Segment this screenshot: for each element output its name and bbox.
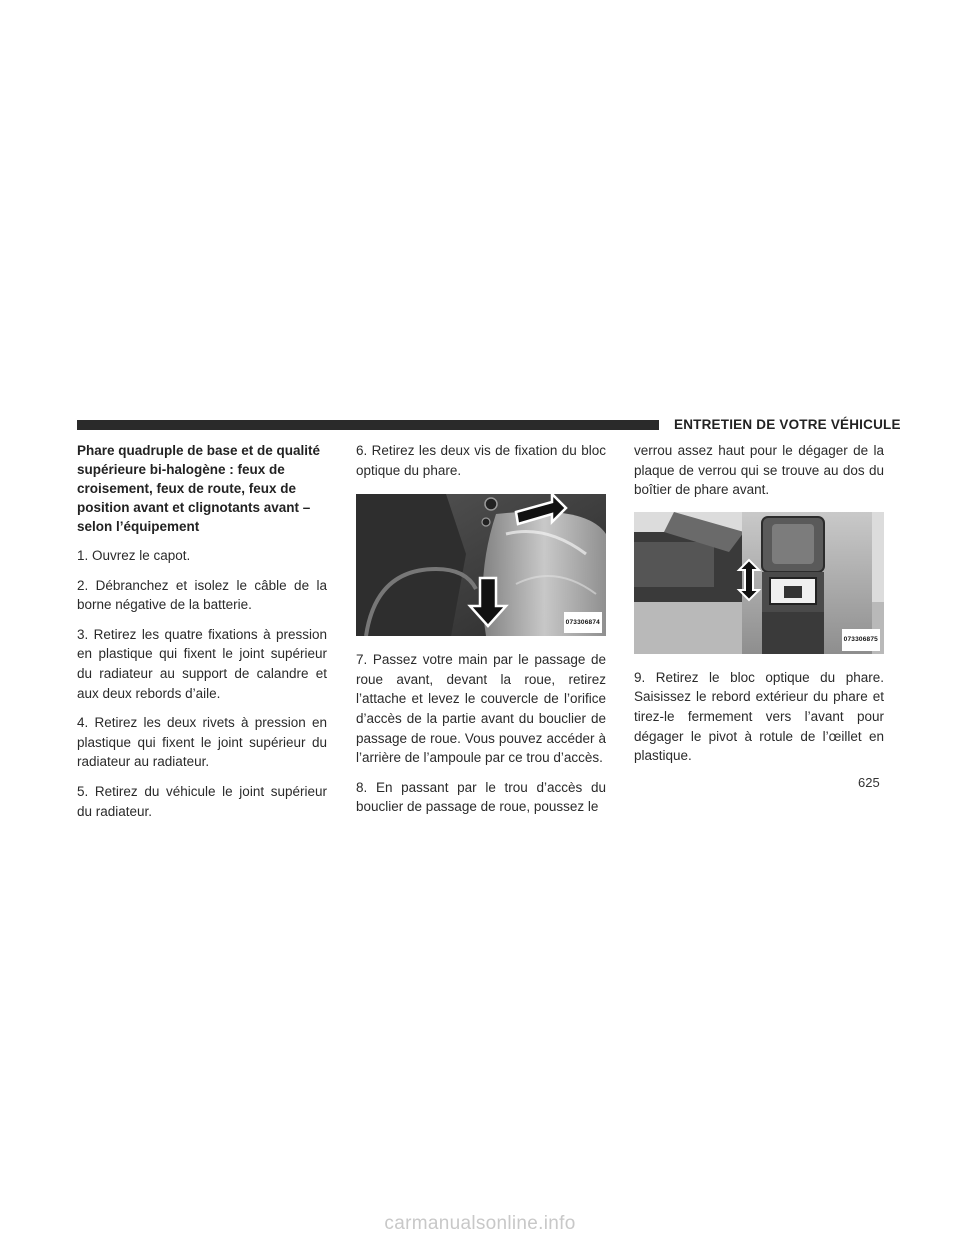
step-8-end: verrou assez haut pour le dégager de la plaque de verrou qui se trouve au dos du boîtier de phare avant.: [634, 443, 884, 498]
step-5: 5. Retirez du véhicule le joint supérieur du radiateur.: [77, 783, 327, 819]
step-9: 9. Retirez le bloc optique du phare. Saisissez le rebord extérieur du phare et tirez-le fermement vers l’avant pour dégager le pivot à rotule de l’œillet en plastique.: [634, 669, 884, 764]
step-1: 1. Ouvrez le capot.: [77, 548, 191, 563]
procedure-heading: Phare quadruple de base et de qualité supérieure bi-halogène : feux de croisement, feux de route, feux de position avant et clignotants avant – selon l’équipement: [77, 443, 321, 534]
column-2: [356, 441, 606, 827]
header-rule: [77, 420, 659, 430]
step-8-start: 8. En passant par le trou d’accès du bouclier de passage de roue, poussez le: [356, 779, 606, 815]
step-7: 7. Passez votre main par le passage de roue avant, devant la roue, retirez l’attache et levez le couvercle de l’orifice d’accès de la partie avant du bouclier de passage de roue. Vous pouvez accéder à l’arrière de l’ampoule par ce trou d’accès.: [356, 652, 606, 766]
step-2: 2. Débranchez et isolez le câble de la borne négative de la batterie.: [77, 577, 327, 613]
headlight-screws-figure: [356, 494, 606, 636]
watermark: carmanualsonline.info: [384, 1213, 576, 1234]
step-4: 4. Retirez les deux rivets à pression en plastique qui fixent le joint supérieur du radiateur au radiateur.: [77, 715, 327, 770]
figure-code: 073306874: [564, 612, 602, 634]
step-6: 6. Retirez les deux vis de fixation du bloc optique du phare.: [356, 443, 606, 478]
page-number: 625: [858, 775, 880, 790]
section-title: ENTRETIEN DE VOTRE VÉHICULE: [674, 417, 901, 432]
latch-figure: [634, 512, 884, 654]
step-3: 3. Retirez les quatre fixations à pression en plastique qui fixent le joint supérieur du radiateur au support de calandre et aux deux rebords d’aile.: [77, 626, 327, 701]
figure-code: 073306875: [842, 629, 880, 651]
column-3: [634, 441, 884, 776]
column-1: [77, 441, 327, 831]
